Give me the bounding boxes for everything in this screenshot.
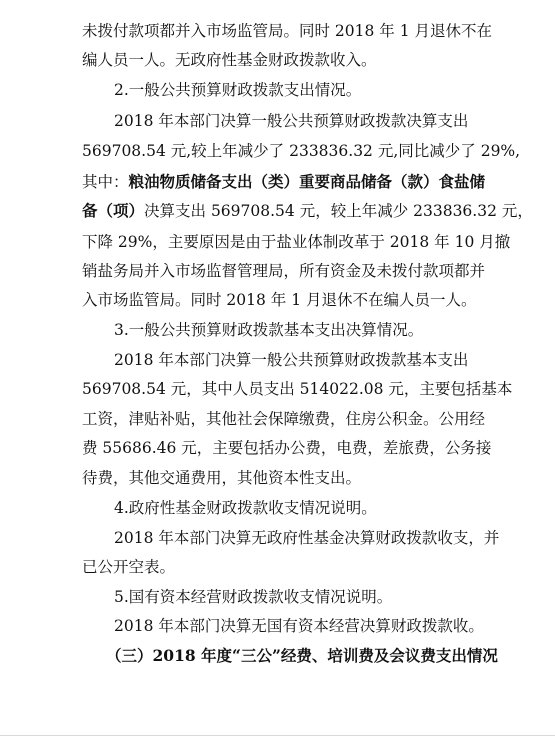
paragraph-line [82, 171, 486, 193]
paragraph-line: 已公开空表。 [82, 558, 176, 576]
text-rest: 决算支出 569708.54 元，较上年减少 233836.32 元， [144, 202, 533, 220]
paragraph-line: 费 55686.46 元，主要包括办公费，电费，差旅费，公务接 [82, 439, 492, 457]
paragraph-line: 2018 年本部门决算无国有资本经营决算财政拨款收。 [114, 617, 484, 635]
section-heading: （三）2018 年度“三公”经费、培训费及会议费支出情况 [106, 646, 498, 665]
paragraph-line: 工资，津贴补贴，其他社会保障缴费，住房公积金。公用经 [82, 410, 486, 428]
paragraph-line: 下降 29%，主要原因是由于盐业体制改革于 2018 年 10 月撤 [82, 233, 511, 251]
paragraph-line: 569708.54 元，其中人员支出 514022.08 元，主要包括基本 [82, 380, 513, 398]
paragraph-line: 未拨付款项都并入市场监管局。同时 2018 年 1 月退休不在 [82, 22, 493, 40]
subsection-heading: 5.国有资本经营财政拨款收支情况说明。 [114, 588, 393, 606]
bold-category-text: 粮油物质储备支出（类）重要商品储备（款）食盐储 [128, 172, 486, 191]
paragraph-line [82, 200, 533, 222]
page-bottom-divider [0, 735, 555, 736]
bold-category-text: 备（项） [82, 201, 145, 220]
paragraph-line: 入市场监管局。同时 2018 年 1 月退休不在编人员一人。 [82, 291, 477, 309]
subsection-heading: 2.一般公共预算财政拨款支出情况。 [114, 81, 362, 99]
text-prefix: 其中： [82, 173, 129, 191]
paragraph-line: 2018 年本部门决算无政府性基金决算财政拨款收支，并 [114, 529, 500, 547]
paragraph-line: 待费，其他交通费用，其他资本性支出。 [82, 469, 362, 487]
paragraph-line: 编人员一人。无政府性基金财政拨款收入。 [82, 51, 377, 69]
paragraph-line: 2018 年本部门决算一般公共预算财政拨款决算支出 [114, 112, 469, 130]
subsection-heading: 3.一般公共预算财政拨款基本支出决算情况。 [114, 321, 424, 339]
paragraph-line: 2018 年本部门决算一般公共预算财政拨款基本支出 [114, 351, 469, 369]
paragraph-line: 销盐务局并入市场监督管理局，所有资金及未拨付款项都并 [82, 262, 486, 280]
paragraph-line: 569708.54 元,较上年减少了 233836.32 元,同比减少了 29%, [82, 142, 521, 160]
subsection-heading: 4.政府性基金财政拨款收支情况说明。 [114, 499, 377, 517]
